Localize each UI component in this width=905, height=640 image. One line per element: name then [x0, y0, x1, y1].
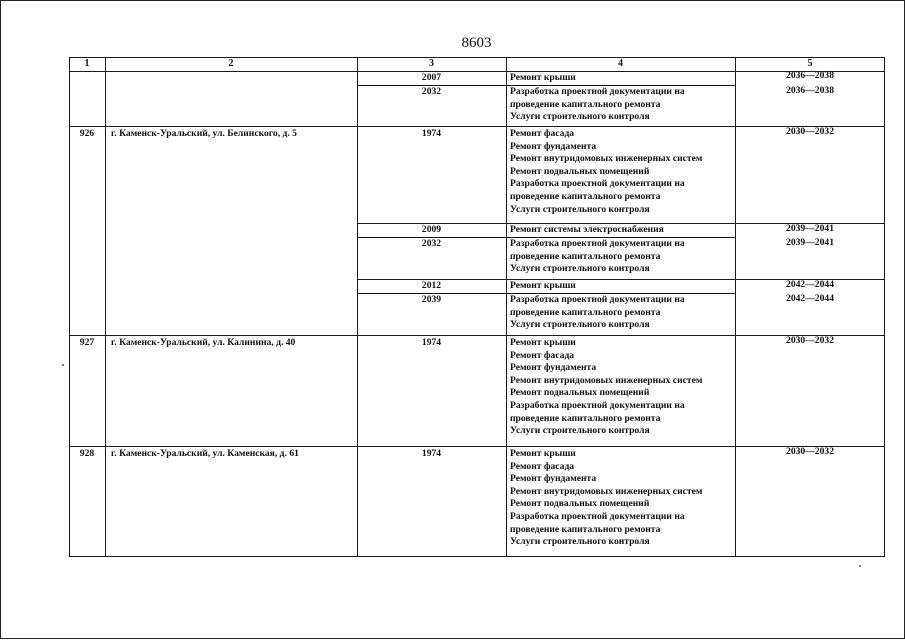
- work-item: проведение капитального ремонта: [510, 190, 661, 202]
- row-number: 926: [79, 128, 95, 139]
- year-cell: 2039: [421, 294, 442, 305]
- work-item: проведение капитального ремонта: [510, 98, 661, 110]
- period-cell: 2042—2044: [786, 279, 834, 290]
- period-cell: 2030—2032: [786, 126, 834, 137]
- work-item: Ремонт системы электроснабжения: [510, 224, 664, 235]
- scan-speck: [859, 565, 861, 567]
- work-item: Разработка проектной документации на: [510, 294, 685, 305]
- year-cell: 2032: [421, 86, 442, 97]
- work-item: Услуги строительного контроля: [510, 425, 650, 437]
- works-cell: [510, 448, 734, 549]
- works-cell: [510, 72, 734, 85]
- work-item: Ремонт фундамента: [510, 473, 597, 485]
- capital-repair-table: [69, 57, 885, 557]
- work-item: проведение капитального ремонта: [510, 306, 661, 318]
- page-number: 8603: [461, 35, 492, 51]
- period-cell: 2036—2038: [786, 70, 834, 81]
- works-cell: [510, 280, 734, 293]
- work-item: Ремонт фундамента: [510, 140, 597, 152]
- year-cell: 1974: [421, 448, 442, 459]
- works-cell: [510, 224, 734, 237]
- work-item: Услуги строительного контроля: [510, 203, 650, 215]
- work-item: Ремонт крыши: [510, 448, 576, 459]
- period-cell: 2030—2032: [786, 335, 834, 346]
- work-item: Разработка проектной документации на: [510, 86, 685, 97]
- row-number: 927: [79, 337, 95, 348]
- works-cell: [510, 128, 734, 216]
- row-number: 928: [79, 448, 95, 459]
- year-cell: 2032: [421, 238, 442, 249]
- year-cell: 2007: [421, 72, 442, 83]
- work-item: Услуги строительного контроля: [510, 263, 650, 275]
- work-item: Ремонт внутридомовых инженерных систем: [510, 485, 703, 497]
- work-item: Услуги строительного контроля: [510, 319, 650, 331]
- column-header: 5: [807, 58, 813, 69]
- year-cell: 1974: [421, 337, 442, 348]
- work-item: Разработка проектной документации на: [510, 399, 685, 411]
- work-item: Ремонт фасада: [510, 460, 575, 472]
- year-cell: 2009: [421, 224, 442, 235]
- column-header: 2: [228, 58, 234, 69]
- work-item: Ремонт внутридомовых инженерных систем: [510, 153, 703, 165]
- period-cell: 2036—2038: [786, 85, 834, 96]
- work-item: Ремонт фасада: [510, 128, 575, 139]
- scan-speck: [62, 364, 64, 366]
- year-cell: 2012: [421, 280, 442, 291]
- works-cell: [510, 86, 734, 124]
- column-header: 4: [618, 58, 623, 69]
- work-item: Услуги строительного контроля: [510, 111, 650, 123]
- address-cell: г. Каменск-Уральский, ул. Калинина, д. 40: [111, 337, 296, 348]
- work-item: Ремонт фасада: [510, 349, 575, 361]
- work-item: Ремонт подвальных помещений: [510, 165, 650, 177]
- table-bottom-border: [69, 556, 885, 557]
- column-border: [506, 57, 507, 557]
- column-border: [105, 57, 106, 557]
- work-item: Ремонт внутридомовых инженерных систем: [510, 374, 703, 386]
- work-item: Разработка проектной документации на: [510, 238, 685, 249]
- works-cell: [510, 337, 734, 438]
- work-item: Ремонт фундамента: [510, 362, 597, 374]
- work-item: Разработка проектной документации на: [510, 178, 685, 190]
- works-cell: [510, 294, 734, 332]
- work-item: Ремонт подвальных помещений: [510, 498, 650, 510]
- work-item: Услуги строительного контроля: [510, 536, 650, 548]
- address-cell: г. Каменск-Уральский, ул. Белинского, д. 5: [111, 128, 297, 139]
- work-item: проведение капитального ремонта: [510, 250, 661, 262]
- year-cell: 1974: [421, 128, 442, 139]
- work-item: проведение капитального ремонта: [510, 523, 661, 535]
- work-item: Ремонт крыши: [510, 72, 576, 83]
- works-cell: [510, 238, 734, 276]
- period-cell: 2039—2041: [786, 223, 834, 234]
- period-cell: 2039—2041: [786, 237, 834, 248]
- period-cell: 2030—2032: [786, 446, 834, 457]
- work-item: Ремонт крыши: [510, 337, 576, 348]
- work-item: Ремонт подвальных помещений: [510, 387, 650, 399]
- column-header: 3: [429, 58, 434, 69]
- address-cell: г. Каменск-Уральский, ул. Каменская, д. 61: [111, 448, 299, 459]
- work-item: Разработка проектной документации на: [510, 510, 685, 522]
- column-header: 1: [84, 58, 90, 69]
- work-item: проведение капитального ремонта: [510, 412, 661, 424]
- work-item: Ремонт крыши: [510, 280, 576, 291]
- period-cell: 2042—2044: [786, 293, 834, 304]
